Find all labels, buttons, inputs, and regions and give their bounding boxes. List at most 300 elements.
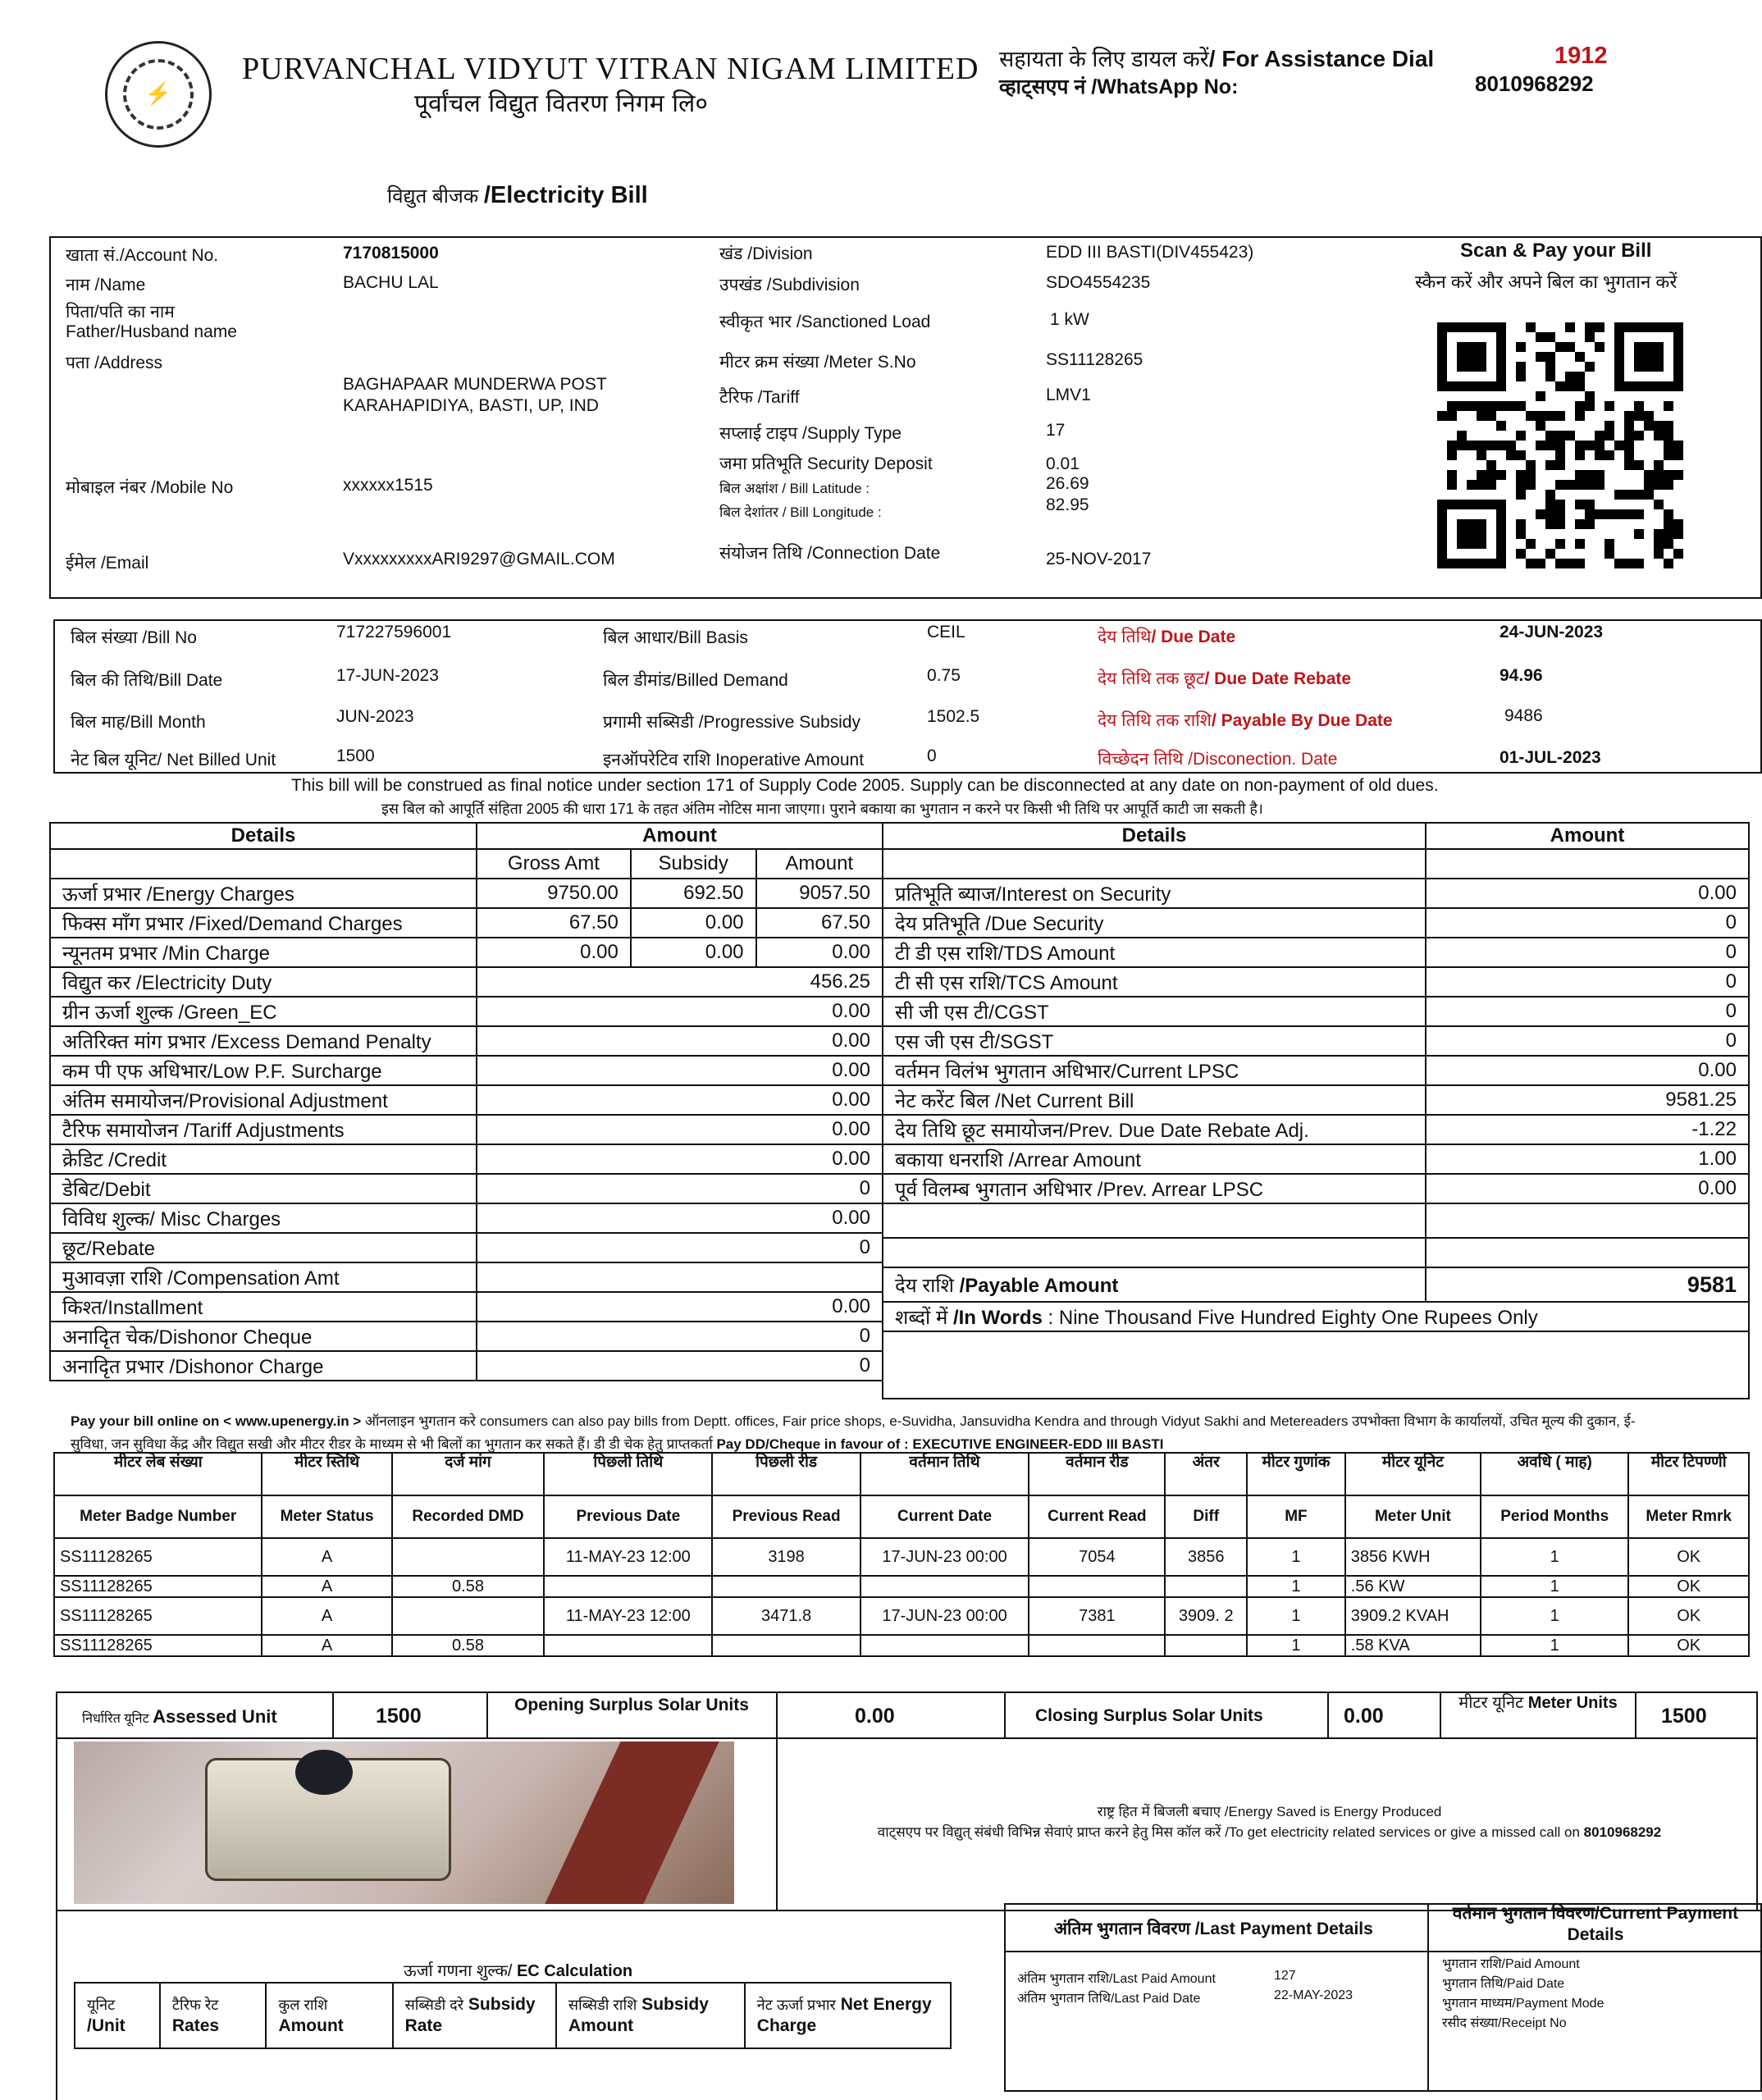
table-row [50, 1292, 883, 1322]
table-row [50, 1262, 883, 1292]
connection-date-value: 25-NOV-2017 [1046, 550, 1152, 568]
meter-col-hi: अंतर [1165, 1453, 1247, 1495]
table-row [50, 1174, 883, 1203]
supply-label: सप्लाई टाइप /Supply Type [719, 424, 902, 443]
charge-amount: 0 [477, 1351, 883, 1381]
charge-label: विद्युत कर /Electricity Duty [50, 967, 477, 997]
charges-table-right [882, 822, 1750, 1399]
meter-units-label [1444, 1693, 1632, 1714]
assistance-label [999, 43, 1434, 73]
whatsapp-label: व्हाट्सएप नं /WhatsApp No: [999, 75, 1239, 98]
mobile-label: मोबाइल नंबर /Mobile No [66, 478, 234, 497]
charge-amount: 0 [1426, 938, 1749, 967]
meter-units-label-en: Meter Units [1527, 1694, 1618, 1712]
meter-cell [1165, 1576, 1247, 1597]
meter-col-en: Current Read [1029, 1495, 1165, 1538]
charge-label: वर्तमन विलंभ भुगतान अधिभार/Current LPSC [883, 1056, 1426, 1085]
meter-cell [712, 1635, 860, 1656]
charges-table-left [49, 822, 883, 1381]
table-row [54, 1635, 1749, 1656]
meter-cell: OK [1628, 1576, 1749, 1597]
qr-title-hi: स्कैन करें और अपने बिल का भुगतान करें [1415, 272, 1678, 292]
table-row [883, 1056, 1749, 1085]
meter-cell: SS11128265 [54, 1597, 262, 1635]
bill-basis-value: CEIL [927, 623, 965, 641]
assessed-unit-label-hi: निर्धारित यूनिट [82, 1712, 153, 1726]
account-value: 7170815000 [343, 244, 439, 262]
division-value: EDD III BASTI(DIV455423) [1046, 243, 1254, 262]
payable-by-due-label [1098, 709, 1393, 732]
longitude-value: 82.95 [1046, 495, 1089, 514]
meter-cell: SS11128265 [54, 1635, 262, 1656]
meter-cell: 1 [1247, 1635, 1345, 1656]
meter-cell: 3909.2 KVAH [1345, 1597, 1481, 1635]
charge-label: कम पी एफ अधिभार/Low P.F. Surcharge [50, 1056, 477, 1085]
energy-saved-message: राष्ट्र हित में बिजली बचाए /Energy Saved is Energy Produced [1097, 1804, 1442, 1819]
meter-col-hi: अवधि ( माह) [1481, 1453, 1628, 1495]
tariff-label: टैरिफ /Tariff [719, 388, 800, 407]
table-row [50, 1233, 883, 1262]
col-amt: Amount [756, 849, 883, 879]
in-words-label-en: /In Words [952, 1306, 1043, 1329]
meter-col-hi: वर्तमान रीड [1029, 1453, 1165, 1495]
charge-label: अतिरिक्त मांग प्रभार /Excess Demand Penalty [50, 1026, 477, 1056]
email-label: ईमेल /Email [66, 554, 149, 573]
ec-col-en: Subsidy Amount [568, 1995, 709, 2035]
email-value: VxxxxxxxxxARI9297@GMAIL.COM [343, 550, 615, 568]
meter-cell: 1 [1481, 1538, 1628, 1576]
rebate-value: 94.96 [1500, 666, 1543, 685]
charge-amount: 0.00 [1426, 1056, 1749, 1085]
connection-date-label: संयोजन तिथि /Connection Date [719, 544, 941, 563]
meter-col-en: Previous Date [544, 1495, 712, 1538]
charge-amount: 0.00 [477, 1056, 883, 1085]
load-label: स्वीकृत भार /Sanctioned Load [719, 313, 931, 331]
charge-amount: 0 [1426, 908, 1749, 938]
ec-calc-title-hi: ऊर्जा गणना शुल्क/ [404, 1962, 517, 1980]
meter-col-en: Meter Rmrk [1628, 1495, 1749, 1538]
meter-cell: A [262, 1597, 391, 1635]
bill-title [387, 182, 648, 209]
ec-col-en: Amount [278, 2016, 344, 2035]
due-date-value: 24-JUN-2023 [1500, 623, 1604, 641]
charge-amount: 0.00 [756, 938, 883, 967]
meter-units-label-hi: मीटर यूनिट [1458, 1694, 1528, 1712]
charge-label: देय तिथि छूट समायोजन/Prev. Due Date Rebate Adj. [883, 1115, 1426, 1144]
charge-label: अनादृित प्रभार /Dishonor Charge [50, 1351, 477, 1381]
meter-col-hi: पिछली रीड [712, 1453, 860, 1495]
opening-solar-label: Opening Surplus Solar Units [514, 1696, 749, 1714]
meter-cell: 7381 [1029, 1597, 1165, 1635]
meter-cell [544, 1635, 712, 1656]
last-paid-date-value: 22-MAY-2023 [1274, 1988, 1353, 2002]
ec-col [266, 1983, 392, 2048]
charge-amount: 0.00 [1426, 1174, 1749, 1203]
charge-label: नेट करेंट बिल /Net Current Bill [883, 1085, 1426, 1115]
charge-gross: 9750.00 [477, 879, 631, 908]
meter-cell [392, 1597, 545, 1635]
pay-online-text: ऑनलाइन भुगतान करे consumers can also pay bills from Deptt. offices, Fair price shops, e-Suvidha, Jansuvidha Kendra and through Vidyut Sakhi and Metereaders उपभोक्ता विभाग के कार्यालयों, उचित मूल्य की दुकान, ई- [364, 1413, 1636, 1429]
meter-cell: A [262, 1635, 391, 1656]
charge-label: ऊर्जा प्रभार /Energy Charges [50, 879, 477, 908]
meter-cell [1029, 1635, 1165, 1656]
meter-cell: 1 [1481, 1576, 1628, 1597]
closing-solar-label: Closing Surplus Solar Units [1035, 1706, 1263, 1725]
charge-amount: 0 [477, 1322, 883, 1351]
father-label-en: Father/Husband name [66, 322, 237, 341]
due-date-label-hi: देय तिथि [1098, 628, 1152, 646]
meter-col-hi: मीटर लेब संख्या [54, 1453, 262, 1495]
charge-label: विविध शुल्क/ Misc Charges [50, 1203, 477, 1233]
meter-cell: 1 [1481, 1635, 1628, 1656]
charge-label: न्यूनतम प्रभार /Min Charge [50, 938, 477, 967]
payable-label-en: /Payable Amount [959, 1274, 1119, 1297]
meter-col-hi: मीटर यूनिट [1345, 1453, 1481, 1495]
charge-amount: 0 [1426, 1026, 1749, 1056]
net-unit-value: 1500 [336, 746, 375, 765]
charge-amount: 0.00 [477, 1026, 883, 1056]
meter-cell: 3856 [1165, 1538, 1247, 1576]
col-amount-right: Amount [1426, 823, 1749, 849]
meter-cell: 3856 KWH [1345, 1538, 1481, 1576]
receipt-no-label: रसीद संख्या/Receipt No [1442, 2016, 1567, 2030]
table-row [50, 938, 883, 967]
address-line1: BAGHAPAAR MUNDERWA POST [343, 375, 607, 394]
charge-subsidy: 0.00 [631, 908, 756, 938]
meter-cell: 1 [1247, 1576, 1345, 1597]
table-row [883, 879, 1749, 908]
subdivision-label: उपखंड /Subdivision [719, 276, 860, 294]
meter-col-en: Period Months [1481, 1495, 1628, 1538]
meter-cell: OK [1628, 1538, 1749, 1576]
charge-label: डेबिट/Debit [50, 1174, 477, 1203]
bill-basis-label: बिल आधार/Bill Basis [603, 628, 748, 647]
qr-title-en: Scan & Pay your Bill [1460, 240, 1652, 262]
deposit-value: 0.01 [1046, 454, 1080, 473]
ec-calc-title [404, 1959, 632, 1981]
charge-label: बकाया धनराशि /Arrear Amount [883, 1144, 1426, 1174]
assessed-unit-label-en: Assessed Unit [153, 1706, 277, 1727]
subdivision-value: SDO4554235 [1046, 273, 1151, 292]
payable-amount-value: 9581 [1426, 1267, 1749, 1302]
due-date-label [1098, 625, 1235, 648]
meter-cell: 11-MAY-23 12:00 [544, 1538, 712, 1576]
table-row [50, 1351, 883, 1381]
meter-col-en: Current Date [860, 1495, 1029, 1538]
charge-label: अंतिम समायोजन/Provisional Adjustment [50, 1085, 477, 1115]
table-row [883, 1085, 1749, 1115]
latitude-label: बिल अक्षांश / Bill Latitude : [719, 481, 870, 496]
inoperative-value: 0 [927, 746, 937, 765]
ec-col-en: Net Energy Charge [756, 1995, 932, 2035]
meter-col-en: Recorded DMD [392, 1495, 545, 1538]
progressive-subsidy-value: 1502.5 [927, 707, 980, 726]
charge-amount: 67.50 [756, 908, 883, 938]
pay-dd-payee: Pay DD/Cheque in favour of : EXECUTIVE ENGINEER-EDD III BASTI [716, 1436, 1164, 1452]
meter-cell: SS11128265 [54, 1538, 262, 1576]
in-words-label-hi: शब्दों में [895, 1306, 953, 1329]
last-paid-date-label: अंतिम भुगतान तिथि/Last Paid Date [1017, 1992, 1201, 2006]
meter-cell: 1 [1481, 1597, 1628, 1635]
table-row [50, 1322, 883, 1351]
ec-col-en: Subsidy Rate [404, 1995, 536, 2035]
charge-amount: 1.00 [1426, 1144, 1749, 1174]
charge-amount: 0.00 [477, 1203, 883, 1233]
division-label: खंड /Division [719, 244, 813, 263]
due-date-label-en: / Due Date [1151, 628, 1236, 646]
table-row [50, 1144, 883, 1174]
in-words-row [883, 1302, 1749, 1331]
pay-dd-text: सुविधा, जन सुविधा केंद्र और विद्युत सखी और मीटर रीडर के माध्यम से भी बिलों का भुगतान कर सकते हैं। डी डी चेक हेतु प्राप्तकर्ता [71, 1436, 717, 1452]
disconnection-date-label: विच्छेदन तिथि /Disconection. Date [1098, 750, 1338, 769]
charge-amount: 0.00 [477, 997, 883, 1026]
ec-col-hi: यूनिट [87, 1997, 116, 2013]
paid-amount-label: भुगतान राशि/Paid Amount [1442, 1957, 1580, 1971]
table-row [54, 1597, 1749, 1635]
meter-cell: 3909. 2 [1165, 1597, 1247, 1635]
charge-label: टी सी एस राशि/TCS Amount [883, 967, 1426, 997]
table-row [50, 997, 883, 1026]
last-paid-amount-label: अंतिम भुगतान राशि/Last Paid Amount [1017, 1972, 1216, 1986]
ec-col-hi: कुल राशि [278, 1997, 328, 2013]
missed-call-number[interactable]: 8010968292 [1583, 1824, 1662, 1840]
notice-hi: इस बिल को आपूर्ति संहिता 2005 की धारा 171 के तहत अंतिम नोटिस माना जाएगा। पुराने बकाया का भुगतान न करने पर किसी भी तिथि पर आपूर्ति काटी जा सकती है। [381, 801, 1263, 817]
payable-by-due-label-en: / Payable By Due Date [1211, 711, 1393, 730]
name-label: नाम /Name [66, 276, 146, 294]
address-line2: KARAHAPIDIYA, BASTI, UP, IND [343, 396, 599, 415]
rebate-label-en: / Due Date Rebate [1204, 669, 1352, 688]
table-row [50, 908, 883, 938]
missed-call-message [779, 1822, 1760, 1841]
father-label-hi: पिता/पति का नाम [66, 303, 175, 322]
charge-label: टी डी एस राशि/TDS Amount [883, 938, 1426, 967]
pay-online-link[interactable]: Pay your bill online on < www.upenergy.in > [71, 1413, 365, 1429]
charge-label: छूट/Rebate [50, 1233, 477, 1262]
meter-label: मीटर क्रम संख्या /Meter S.No [719, 353, 916, 372]
assessed-unit-label [82, 1706, 277, 1728]
meter-cell: 1 [1247, 1597, 1345, 1635]
ec-col-hi: टैरिफ रेट [171, 1997, 219, 2013]
charge-amount: 0.00 [477, 1292, 883, 1322]
charge-label: अनादृित चेक/Dishonor Cheque [50, 1322, 477, 1351]
table-row [883, 997, 1749, 1026]
meter-cell: 3471.8 [712, 1597, 860, 1635]
meter-reading-table [53, 1452, 1750, 1657]
account-label: खाता सं./Account No. [66, 246, 219, 265]
charge-label: मुआवज़ा राशि /Compensation Amt [50, 1262, 477, 1292]
charge-amount: 0 [477, 1174, 883, 1203]
charge-gross: 67.50 [477, 908, 631, 938]
table-row [883, 1174, 1749, 1203]
charge-label: सी जी एस टी/CGST [883, 997, 1426, 1026]
meter-cell: OK [1628, 1635, 1749, 1656]
charge-label: फिक्स माँग प्रभार /Fixed/Demand Charges [50, 908, 477, 938]
meter-cell [1165, 1635, 1247, 1656]
charge-label: देय प्रतिभूति /Due Security [883, 908, 1426, 938]
table-row [883, 1115, 1749, 1144]
current-payment-title: वर्तमान भुगतान विवरण/Current Payment Details [1452, 1904, 1739, 1944]
ec-calculation-table [74, 1982, 952, 2049]
charge-label: किश्त/Installment [50, 1292, 477, 1322]
meter-col-hi: वर्तमान तिथि [860, 1453, 1029, 1495]
ec-col [160, 1983, 267, 2048]
in-words-value: : Nine Thousand Five Hundred Eighty One Rupees Only [1042, 1306, 1538, 1329]
col-gross: Gross Amt [477, 849, 631, 879]
assistance-label-en: / For Assistance Dial [1208, 46, 1435, 71]
table-row [883, 1144, 1749, 1174]
company-logo [105, 41, 212, 148]
bill-title-en: /Electricity Bill [483, 182, 648, 208]
whatsapp-number[interactable]: 8010968292 [1475, 71, 1594, 96]
payable-by-due-value: 9486 [1504, 706, 1543, 725]
progressive-subsidy-label: प्रगामी सब्सिडी /Progressive Subsidy [603, 713, 860, 732]
mobile-value: xxxxxx1515 [343, 476, 433, 495]
table-row [50, 1115, 883, 1144]
charge-amount: 0 [1426, 997, 1749, 1026]
meter-cell: A [262, 1576, 391, 1597]
payment-qr-code[interactable] [1437, 322, 1683, 568]
meter-col-en: Meter Unit [1345, 1495, 1481, 1538]
ec-col [556, 1983, 745, 2048]
company-name-hi: पूर्वांचल विद्युत वितरण निगम लि० [414, 89, 708, 118]
table-row [883, 908, 1749, 938]
charge-subsidy: 0.00 [631, 938, 756, 967]
payable-by-due-label-hi: देय तिथि तक राशि [1098, 711, 1212, 730]
meter-cell: 17-JUN-23 00:00 [860, 1597, 1029, 1635]
logo-gear-icon: ⚡ [123, 59, 194, 130]
meter-cell [1029, 1576, 1165, 1597]
notice-en: This bill will be construed as final notice under section 171 of Supply Code 2005. Supply can be disconnected at any date on non-payment of old dues. [291, 776, 1439, 795]
col-details: Details [50, 823, 477, 849]
meter-cell: 1 [1247, 1538, 1345, 1576]
meter-cell: SS11128265 [54, 1576, 262, 1597]
meter-col-hi: मीटर स्तिथि [262, 1453, 391, 1495]
charge-amount: 456.25 [477, 967, 883, 997]
col-amount: Amount [477, 823, 883, 849]
meter-cell: 7054 [1029, 1538, 1165, 1576]
table-row [54, 1538, 1749, 1576]
meter-cell: 0.58 [392, 1576, 545, 1597]
meter-col-en: Meter Badge Number [54, 1495, 262, 1538]
ec-col-en: Rates [171, 2016, 220, 2035]
supply-value: 17 [1046, 421, 1066, 440]
bill-date-value: 17-JUN-2023 [336, 666, 439, 685]
table-row [883, 938, 1749, 967]
bill-no-label: बिल संख्या /Bill No [71, 628, 197, 647]
billed-demand-value: 0.75 [927, 666, 961, 685]
assistance-label-hi: सहायता के लिए डायल करें [999, 47, 1209, 71]
charge-amount: 9057.50 [756, 879, 883, 908]
meter-col-hi: दर्ज मांग [392, 1453, 545, 1495]
charge-amount: 0 [1426, 967, 1749, 997]
meter-photo [74, 1742, 734, 1904]
col-subsidy: Subsidy [631, 849, 756, 879]
meter-cell: .56 KW [1345, 1576, 1481, 1597]
meter-cell: OK [1628, 1597, 1749, 1635]
charge-amount: 0.00 [477, 1085, 883, 1115]
ec-col [393, 1983, 556, 2048]
meter-col-hi: मीटर टिपण्णी [1628, 1453, 1749, 1495]
col-details-right: Details [883, 823, 1426, 849]
meter-col-hi: पिछली तिथि [544, 1453, 712, 1495]
pay-online-line1 [71, 1411, 1636, 1430]
meter-units-value: 1500 [1661, 1705, 1707, 1728]
latitude-value: 26.69 [1046, 474, 1089, 493]
payable-label-hi: देय राशि [895, 1274, 960, 1297]
charge-amount: 0.00 [477, 1144, 883, 1174]
meter-cell: A [262, 1538, 391, 1576]
disconnection-date-value: 01-JUL-2023 [1500, 748, 1601, 767]
bill-title-hi: विद्युत बीजक [387, 185, 484, 208]
charge-amount [477, 1262, 883, 1292]
ec-col [75, 1983, 160, 2048]
table-row [883, 967, 1749, 997]
ec-col-hi: सब्सिडी राशि [568, 1997, 637, 2013]
meter-cell [544, 1576, 712, 1597]
charge-amount: 9581.25 [1426, 1085, 1749, 1115]
billed-demand-label: बिल डीमांड/Billed Demand [603, 671, 788, 690]
rebate-label-hi: देय तिथि तक छूट [1098, 669, 1205, 688]
ec-col-en: /Unit [87, 2016, 126, 2035]
ec-calc-title-en: EC Calculation [516, 1962, 633, 1980]
charge-amount: 0 [477, 1233, 883, 1262]
charge-label: क्रेडिट /Credit [50, 1144, 477, 1174]
last-payment-title: अंतिम भुगतान विवरण /Last Payment Details [1054, 1920, 1373, 1938]
table-row [54, 1576, 1749, 1597]
missed-call-text: वाट्सएप पर विद्युत् संबंधी विभिन्न सेवाएं प्राप्त करने हेतु मिस कॉल करें /To get electricity related services or give a missed call on [877, 1824, 1584, 1840]
charge-gross: 0.00 [477, 938, 631, 967]
assistance-number[interactable]: 1912 [1554, 43, 1608, 69]
meter-value: SS11128265 [1046, 350, 1143, 369]
opening-solar-value: 0.00 [855, 1705, 895, 1728]
meter-cell: 17-JUN-23 00:00 [860, 1538, 1029, 1576]
charge-subsidy: 692.50 [631, 879, 756, 908]
meter-col-en: Diff [1165, 1495, 1247, 1538]
payment-mode-label: भुगतान माध्यम/Payment Mode [1442, 1997, 1605, 2011]
charge-amount: -1.22 [1426, 1115, 1749, 1144]
table-row [50, 1203, 883, 1233]
assessed-unit-value: 1500 [376, 1705, 422, 1728]
bill-month-label: बिल माह/Bill Month [71, 713, 206, 732]
ec-col-hi: सब्सिडी दरे [404, 1997, 464, 2013]
rebate-label [1098, 667, 1351, 690]
company-name-en: PURVANCHAL VIDYUT VITRAN NIGAM LIMITED [242, 52, 979, 86]
charge-label: प्रतिभूति ब्याज/Interest on Security [883, 879, 1426, 908]
meter-col-en: Previous Read [712, 1495, 860, 1538]
meter-cell: 11-MAY-23 12:00 [544, 1597, 712, 1635]
table-row [50, 967, 883, 997]
meter-col-hi: मीटर गुणांक [1247, 1453, 1345, 1495]
meter-cell: 0.58 [392, 1635, 545, 1656]
name-value: BACHU LAL [343, 273, 439, 292]
table-row [50, 879, 883, 908]
charge-label: एस जी एस टी/SGST [883, 1026, 1426, 1056]
load-value: 1 kW [1050, 310, 1089, 329]
ec-col-hi: नेट ऊर्जा प्रभार [756, 1997, 836, 2013]
bill-no-value: 717227596001 [336, 623, 452, 641]
net-unit-label: नेट बिल यूनिट/ Net Billed Unit [71, 751, 276, 769]
address-label: पता /Address [66, 354, 163, 372]
table-row [883, 1026, 1749, 1056]
last-paid-amount-value: 127 [1274, 1969, 1296, 1983]
charge-label: ग्रीन ऊर्जा शुल्क /Green_EC [50, 997, 477, 1026]
meter-cell [392, 1538, 545, 1576]
charge-amount: 0.00 [1426, 879, 1749, 908]
table-row [50, 1056, 883, 1085]
charge-label: टैरिफ समायोजन /Tariff Adjustments [50, 1115, 477, 1144]
table-row [50, 1085, 883, 1115]
tariff-value: LMV1 [1046, 386, 1091, 404]
